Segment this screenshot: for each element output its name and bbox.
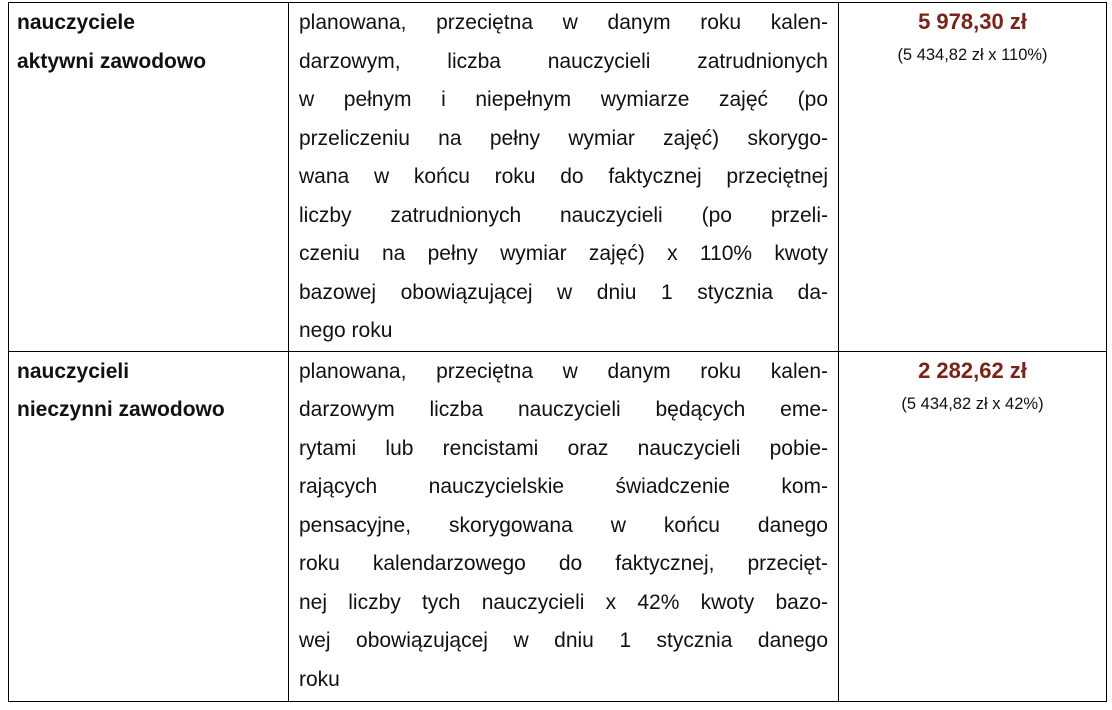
category-cell: [9, 3, 289, 352]
description-line: planowana, przeciętna w danym roku kalen-: [299, 11, 828, 34]
category-line: nauczyciele: [17, 11, 135, 34]
description-cell: [289, 351, 839, 701]
description-line: darzowym, liczba nauczycieli zatrudnionych: [299, 49, 828, 73]
description-line: rających nauczycielskie świadczenie kom-: [299, 475, 828, 498]
category-line: nieczynni zawodowo: [17, 398, 225, 421]
description-line: roku: [299, 667, 340, 691]
description-cell: [289, 3, 839, 352]
category-line: nauczycieli: [17, 359, 130, 383]
category-cell: [9, 351, 289, 701]
description-line: w pełnym i niepełnym wymiarze zajęć (po: [299, 88, 828, 111]
description-line: planowana, przeciętna w danym roku kalen-: [299, 359, 828, 383]
description-line: wana w końcu roku do faktycznej przeciętnej: [299, 165, 828, 188]
description-line: pensacyjne, skorygowana w końcu danego: [299, 513, 828, 537]
amount-value: 2 282,62 zł: [918, 357, 1027, 383]
description-line: bazowej obowiązującej w dniu 1 stycznia da-: [299, 280, 828, 304]
description-line: nej liczby tych nauczycieli x 42% kwoty bazo-: [299, 590, 828, 614]
amount-formula: (5 434,82 zł x 110%): [897, 46, 1048, 64]
description-line: wej obowiązującej w dniu 1 stycznia danego: [299, 629, 828, 652]
amount-cell: [839, 351, 1107, 701]
category-line: aktywni zawodowo: [17, 49, 207, 73]
description-line: rytami lub rencistami oraz nauczycieli pobie-: [299, 436, 828, 460]
description-line: darzowym liczba nauczycieli będących eme-: [299, 398, 828, 421]
amount-value: 5 978,30 zł: [918, 9, 1027, 34]
amount-cell: [839, 3, 1107, 352]
table-row: [9, 351, 1107, 701]
amount-formula: (5 434,82 zł x 42%): [901, 394, 1044, 413]
description-line: czeniu na pełny wymiar zajęć) x 110% kwoty: [299, 242, 828, 265]
table-row: [9, 3, 1107, 352]
description-line: liczby zatrudnionych nauczycieli (po przeli-: [299, 203, 828, 227]
description-line: przeliczeniu na pełny wymiar zajęć) skorygo-: [299, 126, 828, 150]
description-line: nego roku: [299, 319, 393, 342]
rates-table: [8, 2, 1107, 702]
description-line: roku kalendarzowego do faktycznej, przecięt-: [299, 552, 828, 575]
